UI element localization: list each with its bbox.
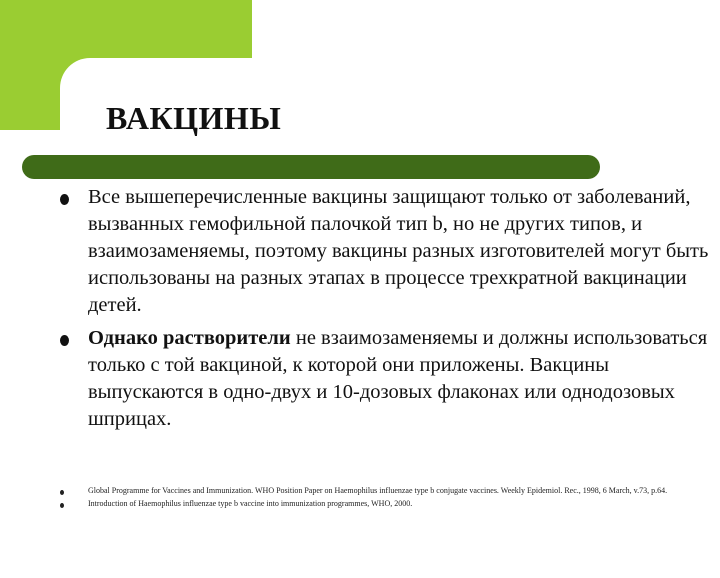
title-divider-bar	[22, 155, 600, 179]
bullet-list	[60, 184, 710, 439]
bullet-item	[60, 325, 710, 433]
reference-text: Introduction of Haemophilus influenzae type b vaccine into immunization programmes, WHO, 2000.	[88, 499, 413, 508]
reference-item	[60, 486, 700, 496]
reference-text: Global Programme for Vaccines and Immunization. WHO Position Paper on Haemophilus influenzae type b conjugate vaccines. Weekly Epidemiol. Rec., 1998, 6 March, v.73, p.64.	[88, 486, 668, 495]
bullet-dot-icon	[60, 194, 69, 205]
bullet-dot-icon	[60, 335, 69, 346]
bullet-text: Все вышеперечисленные вакцины защищают только от заболеваний, вызванных гемофильной палочкой тип b, но не других типов, и взаимозаменяемы, поэтому вакцины разных изготовителей могут быть использованы на разных этапах в процессе трехкратной вакцинации детей.	[88, 186, 709, 316]
reference-item	[60, 499, 700, 509]
bullet-bold-text: Однако растворители	[88, 327, 291, 349]
references-list	[60, 486, 700, 512]
bullet-text: не взаимозаменяемы и должны использоваться только с той вакциной, к которой они приложены. Вакцины выпускаются в одно-двух и 10-дозовых флаконах или однодозовых шприцах.	[88, 327, 708, 430]
bullet-item	[60, 184, 710, 319]
reference-dot-icon	[60, 503, 64, 508]
reference-dot-icon	[60, 490, 64, 495]
slide-title: ВАКЦИНЫ	[106, 100, 282, 136]
